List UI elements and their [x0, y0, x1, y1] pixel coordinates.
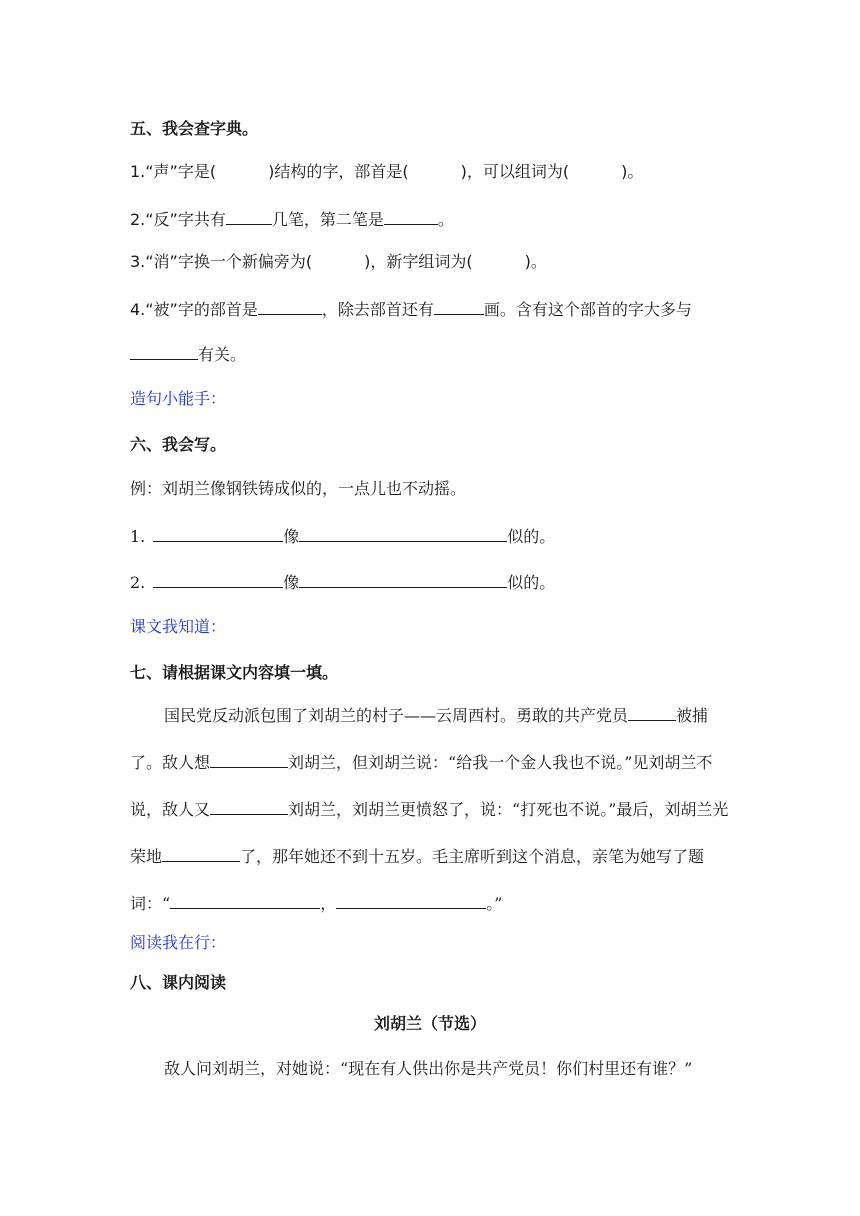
- answer-blank[interactable]: [299, 569, 507, 588]
- heading-read: 阅读我在行：: [130, 933, 227, 952]
- write-line-1: 1. 像 似的。: [130, 523, 555, 549]
- section5-title: 五、我会查字典。: [130, 119, 259, 138]
- answer-blank[interactable]: [170, 890, 320, 909]
- example-sentence: 例：刘胡兰像钢铁铸成似的，一点儿也不动摇。: [130, 479, 467, 498]
- answer-blank[interactable]: [162, 843, 240, 862]
- answer-blank[interactable]: [153, 523, 283, 542]
- passage-paragraph: 敌人问刘胡兰，对她说：“现在有人供出你是共产党员！你们村里还有谁？”: [164, 1059, 693, 1078]
- answer-blank[interactable]: [210, 749, 288, 768]
- write-line-2: 2. 像 似的。: [130, 569, 555, 595]
- passage-title: 刘胡兰（节选）: [373, 1014, 486, 1033]
- answer-blank[interactable]: [628, 702, 676, 721]
- question-5-3: 3.“消”字换一个新偏旁为( )，新字组词为( )。: [130, 252, 547, 271]
- answer-blank[interactable]: [153, 569, 283, 588]
- answer-blank[interactable]: [299, 523, 507, 542]
- answer-blank[interactable]: [210, 796, 288, 815]
- question-5-4-cont: 有关。: [130, 341, 246, 367]
- question-5-4: 4.“被”字的部首是 ，除去部首还有 画。含有这个部首的字大多与: [130, 296, 692, 322]
- answer-blank[interactable]: [226, 206, 272, 225]
- heading-sentence: 造句小能手：: [130, 389, 227, 408]
- answer-blank[interactable]: [336, 890, 486, 909]
- section6-title: 六、我会写。: [130, 435, 227, 454]
- question-5-1: 1.“声”字是( )结构的字，部首是( )，可以组词为( )。: [130, 162, 644, 181]
- section8-title: 八、课内阅读: [130, 973, 227, 992]
- section7-title: 七、请根据课文内容填一填。: [130, 663, 339, 682]
- question-5-2: 2.“反”字共有 几笔，第二笔是 。: [130, 206, 454, 232]
- fill-paragraph: 国民党反动派包围了刘胡兰的村子——云周西村。勇敢的共产党员 被捕了。敌人想 刘胡兰，但刘胡兰说：“给我一个金人我也不说。”见刘胡兰不说，敌人又 刘胡兰，刘胡兰更愤怒了，说：“打死也不说。”最后，刘胡兰光荣地 了，那年她还不到十五岁。毛主席听到这个消息，亲笔为她写了题词：“ ， 。”: [130, 692, 740, 927]
- answer-blank[interactable]: [130, 341, 198, 360]
- heading-text: 课文我知道：: [130, 617, 227, 636]
- answer-blank[interactable]: [258, 296, 322, 315]
- answer-blank[interactable]: [434, 296, 484, 315]
- answer-blank[interactable]: [384, 206, 438, 225]
